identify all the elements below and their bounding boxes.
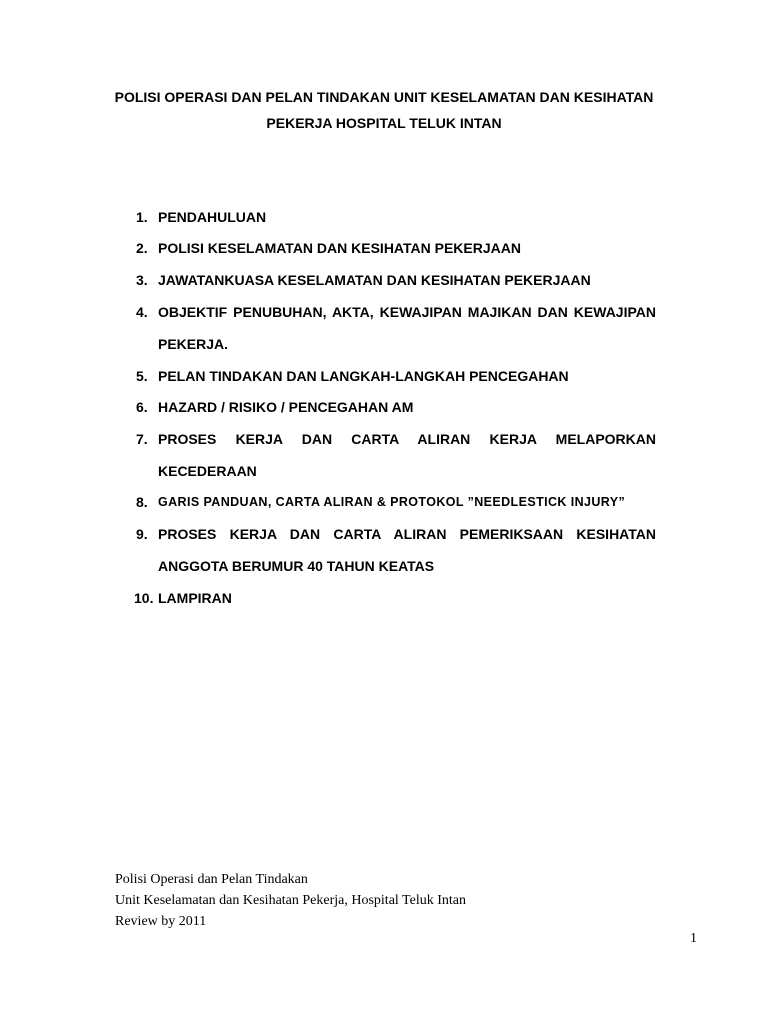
toc-item-text: PROSES KERJA DAN CARTA ALIRAN PEMERIKSAAN KESIHATAN (158, 526, 656, 542)
toc-item-text: OBJEKTIF PENUBUHAN, AKTA, KEWAJIPAN MAJIKAN DAN KEWAJIPAN (158, 304, 656, 320)
toc-item-number: 3. (136, 272, 148, 288)
toc-item-number: 10. (134, 590, 154, 606)
toc-item-text-continued: ANGGOTA BERUMUR 40 TAHUN KEATAS (158, 558, 435, 574)
document-title-line-1: POLISI OPERASI DAN PELAN TINDAKAN UNIT KESELAMATAN DAN KESIHATAN (114, 89, 654, 105)
toc-item-number: 6. (136, 399, 148, 415)
toc-item-number: 2. (136, 240, 148, 256)
footer-line-1: Polisi Operasi dan Pelan Tindakan (115, 872, 308, 887)
toc-item-text: GARIS PANDUAN, CARTA ALIRAN & PROTOKOL ”NEEDLESTICK INJURY” (158, 495, 626, 509)
toc-item-number: 8. (136, 494, 148, 510)
footer-line-3: Review by 2011 (115, 914, 207, 929)
document-title-line-2: PEKERJA HOSPITAL TELUK INTAN (266, 115, 502, 131)
page-number: 1 (690, 931, 697, 946)
toc-item-number: 5. (136, 368, 148, 384)
toc-item-number: 7. (136, 431, 148, 447)
toc-item-number: 4. (136, 304, 148, 320)
toc-item-text: JAWATANKUASA KESELAMATAN DAN KESIHATAN PEKERJAAN (158, 272, 591, 288)
toc-item-number: 1. (136, 209, 148, 225)
toc-item-text: PROSES KERJA DAN CARTA ALIRAN KERJA MELAPORKAN (158, 431, 656, 447)
toc-item-text: PELAN TINDAKAN DAN LANGKAH-LANGKAH PENCEGAHAN (158, 368, 569, 384)
toc-item-text-continued: PEKERJA. (158, 336, 229, 352)
toc-item-text-continued: KECEDERAAN (158, 463, 257, 479)
footer-line-2: Unit Keselamatan dan Kesihatan Pekerja, Hospital Teluk Intan (115, 893, 466, 908)
toc-item-text: HAZARD / RISIKO / PENCEGAHAN AM (158, 399, 414, 415)
toc-item-text: LAMPIRAN (158, 590, 232, 606)
toc-item-number: 9. (136, 526, 148, 542)
toc-item-text: POLISI KESELAMATAN DAN KESIHATAN PEKERJAAN (158, 240, 521, 256)
toc-item-text: PENDAHULUAN (158, 209, 267, 225)
